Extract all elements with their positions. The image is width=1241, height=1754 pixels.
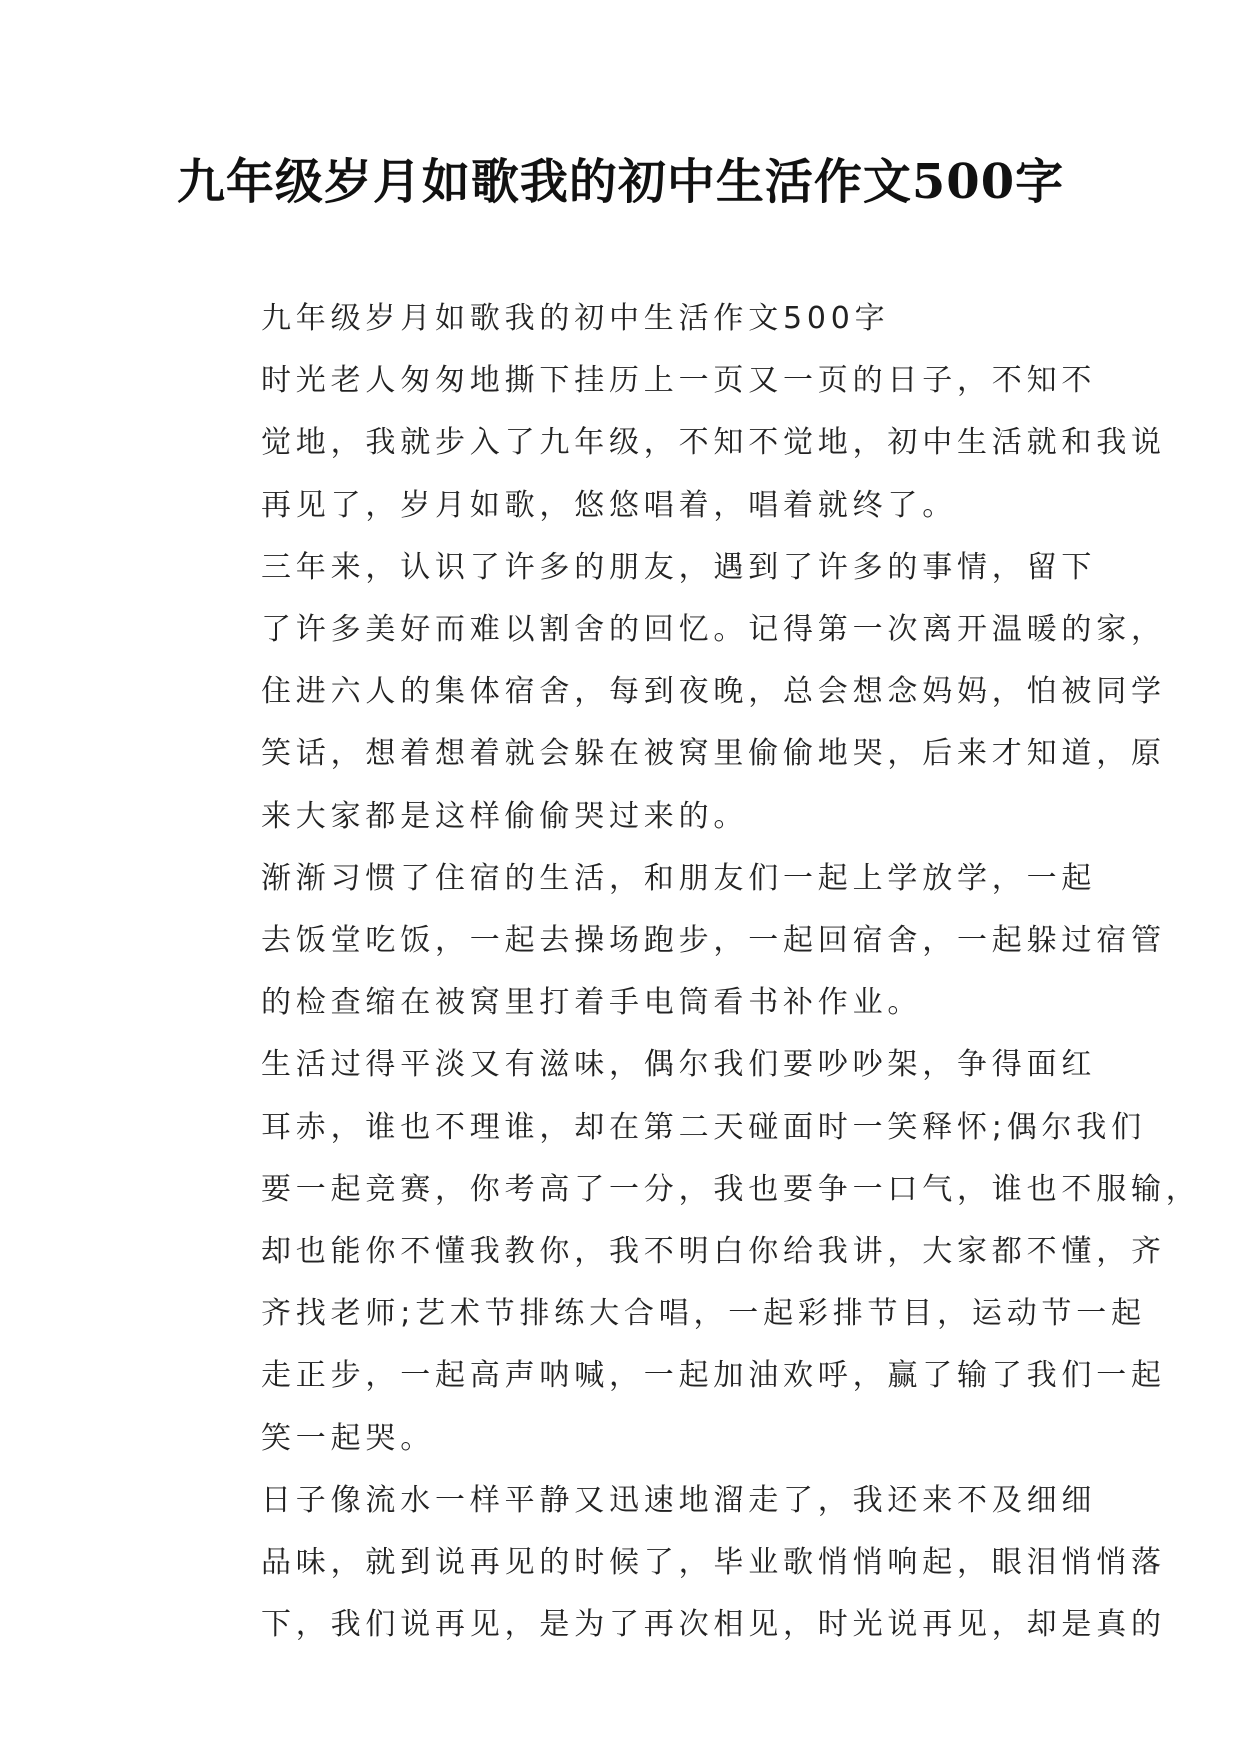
text-line: 笑话，想着想着就会躲在被窝里偷偷地哭，后来才知道，原 bbox=[261, 736, 1166, 772]
text-line: 要一起竞赛，你考高了一分，我也要争一口气，谁也不服输， bbox=[261, 1171, 1201, 1207]
text-line: 耳赤，谁也不理谁，却在第二天碰面时一笑释怀;偶尔我们 bbox=[261, 1109, 1146, 1145]
text-line: 的检查缩在被窝里打着手电筒看书补作业。 bbox=[261, 985, 923, 1021]
paragraph bbox=[192, 1470, 1166, 1657]
text-line: 日子像流水一样平静又迅速地溜走了，我还来不及细细 bbox=[261, 1482, 1097, 1518]
text-line: 住进六人的集体宿舍，每到夜晚，总会想念妈妈，怕被同学 bbox=[261, 674, 1166, 710]
paragraph bbox=[192, 288, 1052, 350]
text-line: 渐渐习惯了住宿的生活，和朋友们一起上学放学，一起 bbox=[261, 860, 1097, 896]
text-line: 齐找老师;艺术节排练大合唱，一起彩排节目，运动节一起 bbox=[261, 1296, 1146, 1332]
text-line: 却也能你不懂我教你，我不明白你给我讲，大家都不懂，齐 bbox=[261, 1234, 1166, 1270]
text-line: 去饭堂吃饭，一起去操场跑步，一起回宿舍，一起躲过宿管 bbox=[261, 923, 1166, 959]
text-line: 下，我们说再见，是为了再次相见，时光说再见，却是真的 bbox=[261, 1607, 1166, 1643]
paragraph bbox=[192, 350, 1166, 537]
text-line: 笑一起哭。 bbox=[261, 1420, 435, 1456]
text-line: 九年级岁月如歌我的初中生活作文500字 bbox=[261, 301, 890, 336]
text-line: 走正步，一起高声呐喊，一起加油欢呼，赢了输了我们一起 bbox=[261, 1358, 1166, 1394]
text-line: 三年来，认识了许多的朋友，遇到了许多的事情，留下 bbox=[261, 549, 1097, 585]
paragraph bbox=[192, 537, 1166, 848]
paragraph bbox=[192, 1034, 1201, 1469]
text-line: 生活过得平淡又有滋味，偶尔我们要吵吵架，争得面红 bbox=[261, 1047, 1097, 1083]
paragraph bbox=[192, 848, 1166, 1035]
text-line: 了许多美好而难以割舍的回忆。记得第一次离开温暖的家， bbox=[261, 612, 1166, 648]
text-line: 觉地，我就步入了九年级，不知不觉地，初中生活就和我说 bbox=[261, 425, 1166, 461]
text-line: 来大家都是这样偷偷哭过来的。 bbox=[261, 798, 749, 834]
text-line: 再见了，岁月如歌，悠悠唱着，唱着就终了。 bbox=[261, 487, 957, 523]
document-title: 九年级岁月如歌我的初中生活作文500字 bbox=[176, 154, 1065, 210]
document-body bbox=[192, 288, 1201, 1656]
text-line: 时光老人匆匆地撕下挂历上一页又一页的日子，不知不 bbox=[261, 363, 1097, 399]
text-line: 品味，就到说再见的时候了，毕业歌悄悄响起，眼泪悄悄落 bbox=[261, 1545, 1166, 1581]
